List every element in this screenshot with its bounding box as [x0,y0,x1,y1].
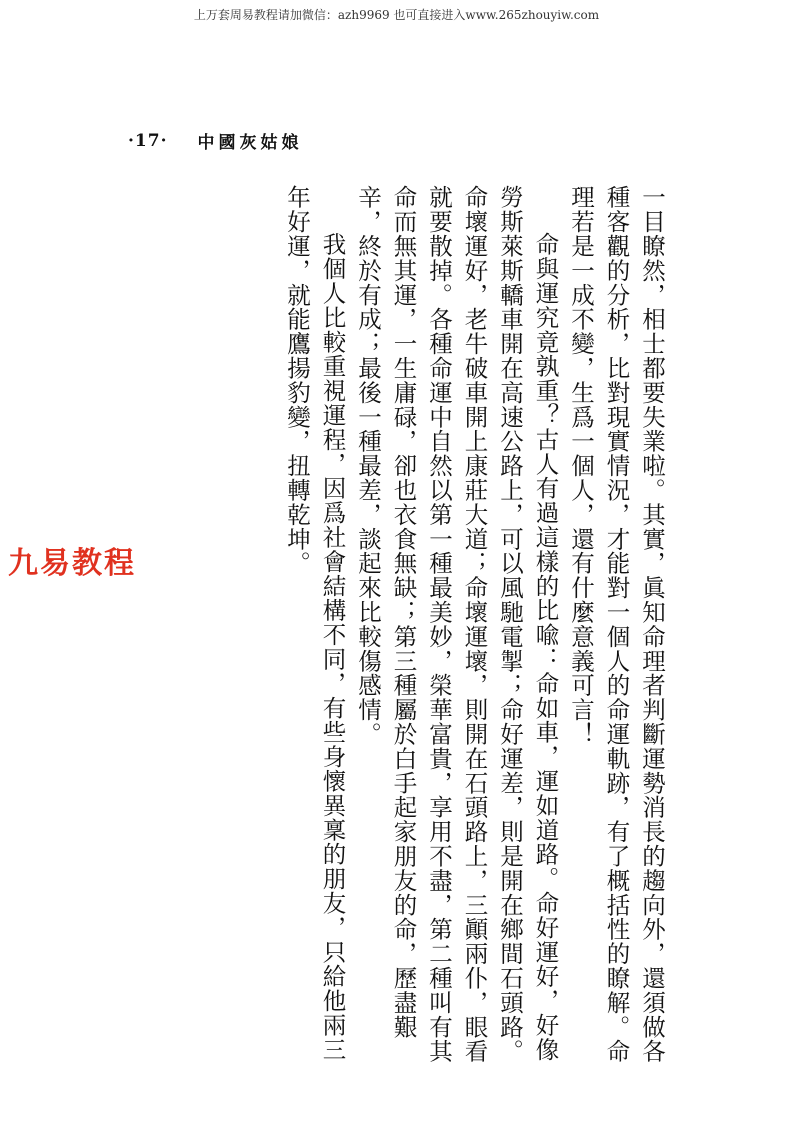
watermark-stamp: 九易教程 [8,546,136,581]
paragraph: 命與運究竟孰重？古人有過這樣的比喩：命如車，運如道路。命好運好，好像勞斯萊斯轎車開在高速公路上，可以風馳電掣；命好運差，則是開在鄉間石頭路。命壞運好，老牛破車開上康莊大道；命壞運壞，則開在石頭路上，三顚兩仆，眼看就要散掉。各種命運中自然以第一種最美妙，榮華富貴，享用不盡，第二種叫有其命而無其運，一生庸碌，卻也衣食無缺；第三種屬於白手起家朋友的命，歷盡艱辛，終於有成；最後一種最差，談起來比較傷感情。 [354,185,560,1064]
paragraph: 一目瞭然，相士都要失業啦。其實，眞知命理者判斷運勢消長的趨向外，還須做各種客觀的分析，比對現實情況，才能對一個人的命運軌跡，有了概括性的瞭解。命理若是一成不變，生爲一個人，還有什麼意義可言！ [567,185,666,1064]
page-number: ·17· [128,130,168,151]
watermark-text: 上万套周易教程请加微信：azh9969 也可直接进入www.265zhouyiw.com [193,8,600,22]
page-header [128,128,303,153]
paragraph: 我個人比較重視運程，因爲社會結構不同，有些身懷異稟的朋友，只給他兩三年好運，就能鷹揚豹變，扭轉乾坤。 [283,185,347,1062]
vertical-body-text [109,185,669,1085]
running-title: 中國灰姑娘 [197,133,303,153]
